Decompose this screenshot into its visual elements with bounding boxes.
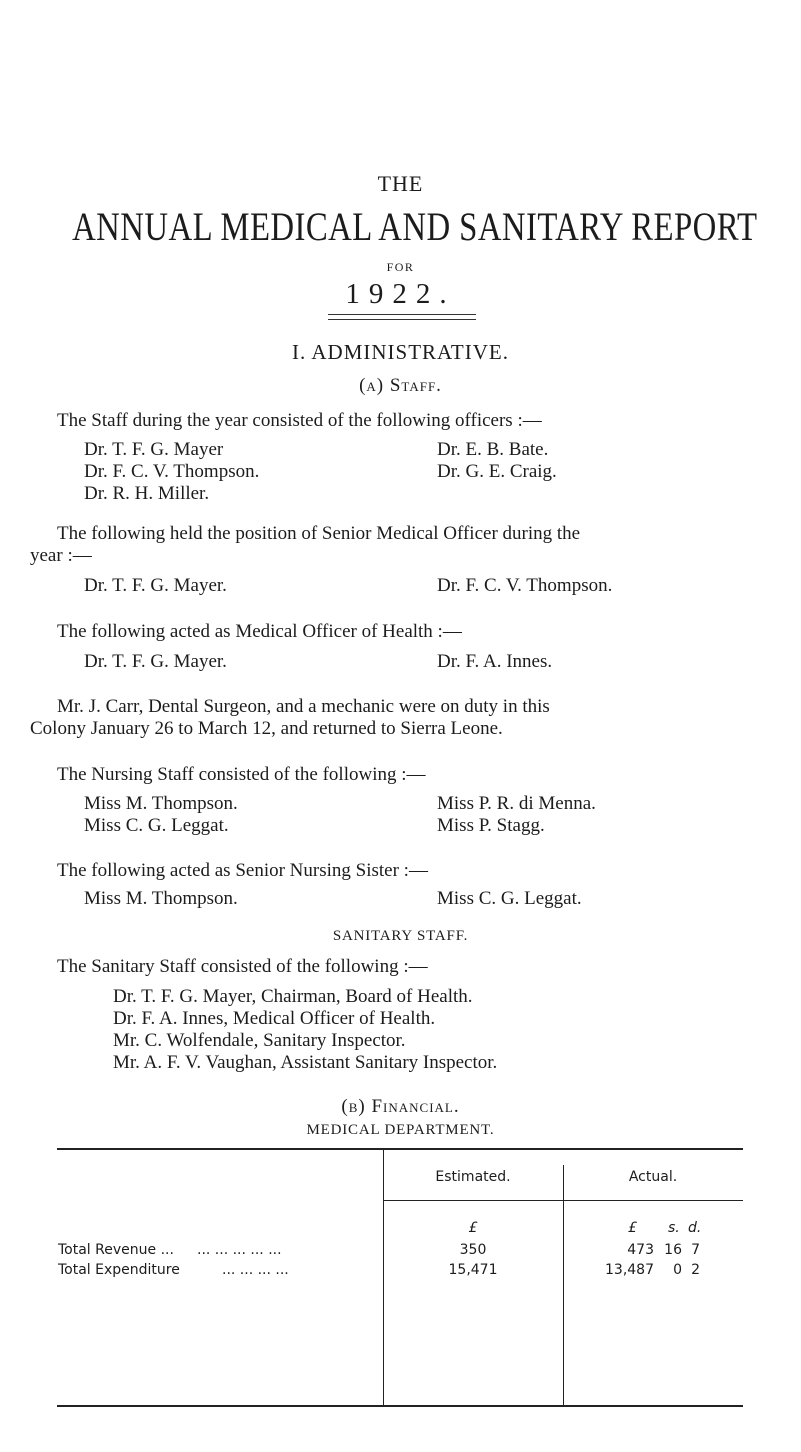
staff-intro: The Staff during the year consisted of the following officers :— (57, 410, 542, 431)
moh-name: Dr. T. F. G. Mayer. (84, 651, 227, 672)
senior-nursing-intro: The following acted as Senior Nursing Sister :— (57, 860, 428, 881)
smo-intro-line1: The following held the position of Senior Medical Officer during the (57, 523, 581, 544)
sanitary-staff-member: Mr. A. F. V. Vaughan, Assistant Sanitary Inspector. (113, 1052, 498, 1073)
title-rule-bottom (328, 319, 476, 320)
staff-name: Dr. E. B. Bate. (437, 439, 549, 460)
row-actual-shillings: 16 (664, 1242, 682, 1258)
subheading-financial: (b) Financial. (341, 1096, 460, 1117)
senior-nursing-name: Miss C. G. Leggat. (437, 888, 582, 909)
unit-actual-pence: d. (688, 1220, 702, 1236)
row-estimated: 350 (459, 1242, 487, 1258)
sanitary-intro: The Sanitary Staff consisted of the following :— (57, 956, 428, 977)
nursing-intro: The Nursing Staff consisted of the following :— (57, 764, 426, 785)
unit-estimated: £ (468, 1220, 478, 1236)
staff-name: Dr. F. C. V. Thompson. (84, 461, 260, 482)
staff-name: Dr. T. F. G. Mayer (84, 439, 224, 460)
row-dots: ... ... ... ... (222, 1262, 289, 1278)
row-dots: ... ... ... ... ... (197, 1242, 282, 1258)
senior-nursing-name: Miss M. Thompson. (84, 888, 238, 909)
table-bottom-rule (57, 1405, 743, 1407)
staff-name: Dr. R. H. Miller. (84, 483, 210, 504)
unit-actual-pounds: £ (628, 1220, 637, 1236)
dental-line1: Mr. J. Carr, Dental Surgeon, and a mechanic were on duty in this (57, 696, 550, 717)
row-actual-pence: 2 (691, 1262, 700, 1278)
table-divider-2 (563, 1165, 564, 1405)
row-actual-shillings: 0 (673, 1262, 682, 1278)
header-the: THE (377, 171, 424, 196)
smo-name: Dr. T. F. G. Mayer. (84, 575, 227, 596)
row-actual-pounds: 473 (627, 1242, 654, 1258)
smo-intro-line2: year :— (30, 545, 92, 566)
department-heading: MEDICAL DEPARTMENT. (306, 1122, 495, 1138)
row-actual-pounds: 13,487 (605, 1262, 654, 1278)
nursing-name: Miss P. R. di Menna. (437, 793, 596, 814)
row-actual-pence: 7 (691, 1242, 700, 1258)
sanitary-staff-member: Dr. F. A. Innes, Medical Officer of Health. (113, 1008, 436, 1029)
subheading-staff: (a) Staff. (359, 375, 442, 396)
section-heading-administrative: I. ADMINISTRATIVE. (292, 340, 509, 364)
col-header-actual: Actual. (628, 1169, 678, 1185)
col-header-estimated: Estimated. (435, 1169, 511, 1185)
moh-name: Dr. F. A. Innes. (437, 651, 553, 672)
report-title: ANNUAL MEDICAL AND SANITARY REPORT (72, 204, 758, 249)
title-rule-top (328, 314, 476, 315)
sanitary-staff-member: Mr. C. Wolfendale, Sanitary Inspector. (113, 1030, 406, 1051)
row-estimated: 15,471 (448, 1262, 498, 1278)
nursing-name: Miss M. Thompson. (84, 793, 238, 814)
nursing-name: Miss P. Stagg. (437, 815, 545, 836)
unit-actual-shillings: s. (668, 1220, 680, 1236)
sanitary-staff-heading: SANITARY STAFF. (332, 928, 469, 944)
nursing-name: Miss C. G. Leggat. (84, 815, 229, 836)
row-label: Total Revenue ... (58, 1242, 174, 1258)
dental-line2: Colony January 26 to March 12, and returned to Sierra Leone. (30, 718, 503, 739)
table-top-rule (57, 1148, 743, 1150)
sanitary-staff-member: Dr. T. F. G. Mayer, Chairman, Board of Health. (113, 986, 473, 1007)
row-label: Total Expenditure (58, 1262, 180, 1278)
moh-intro: The following acted as Medical Officer of Health :— (57, 621, 462, 642)
smo-name: Dr. F. C. V. Thompson. (437, 575, 613, 596)
staff-name: Dr. G. E. Craig. (437, 461, 557, 482)
header-for: FOR (386, 260, 415, 274)
report-year: 1922. (345, 278, 456, 310)
